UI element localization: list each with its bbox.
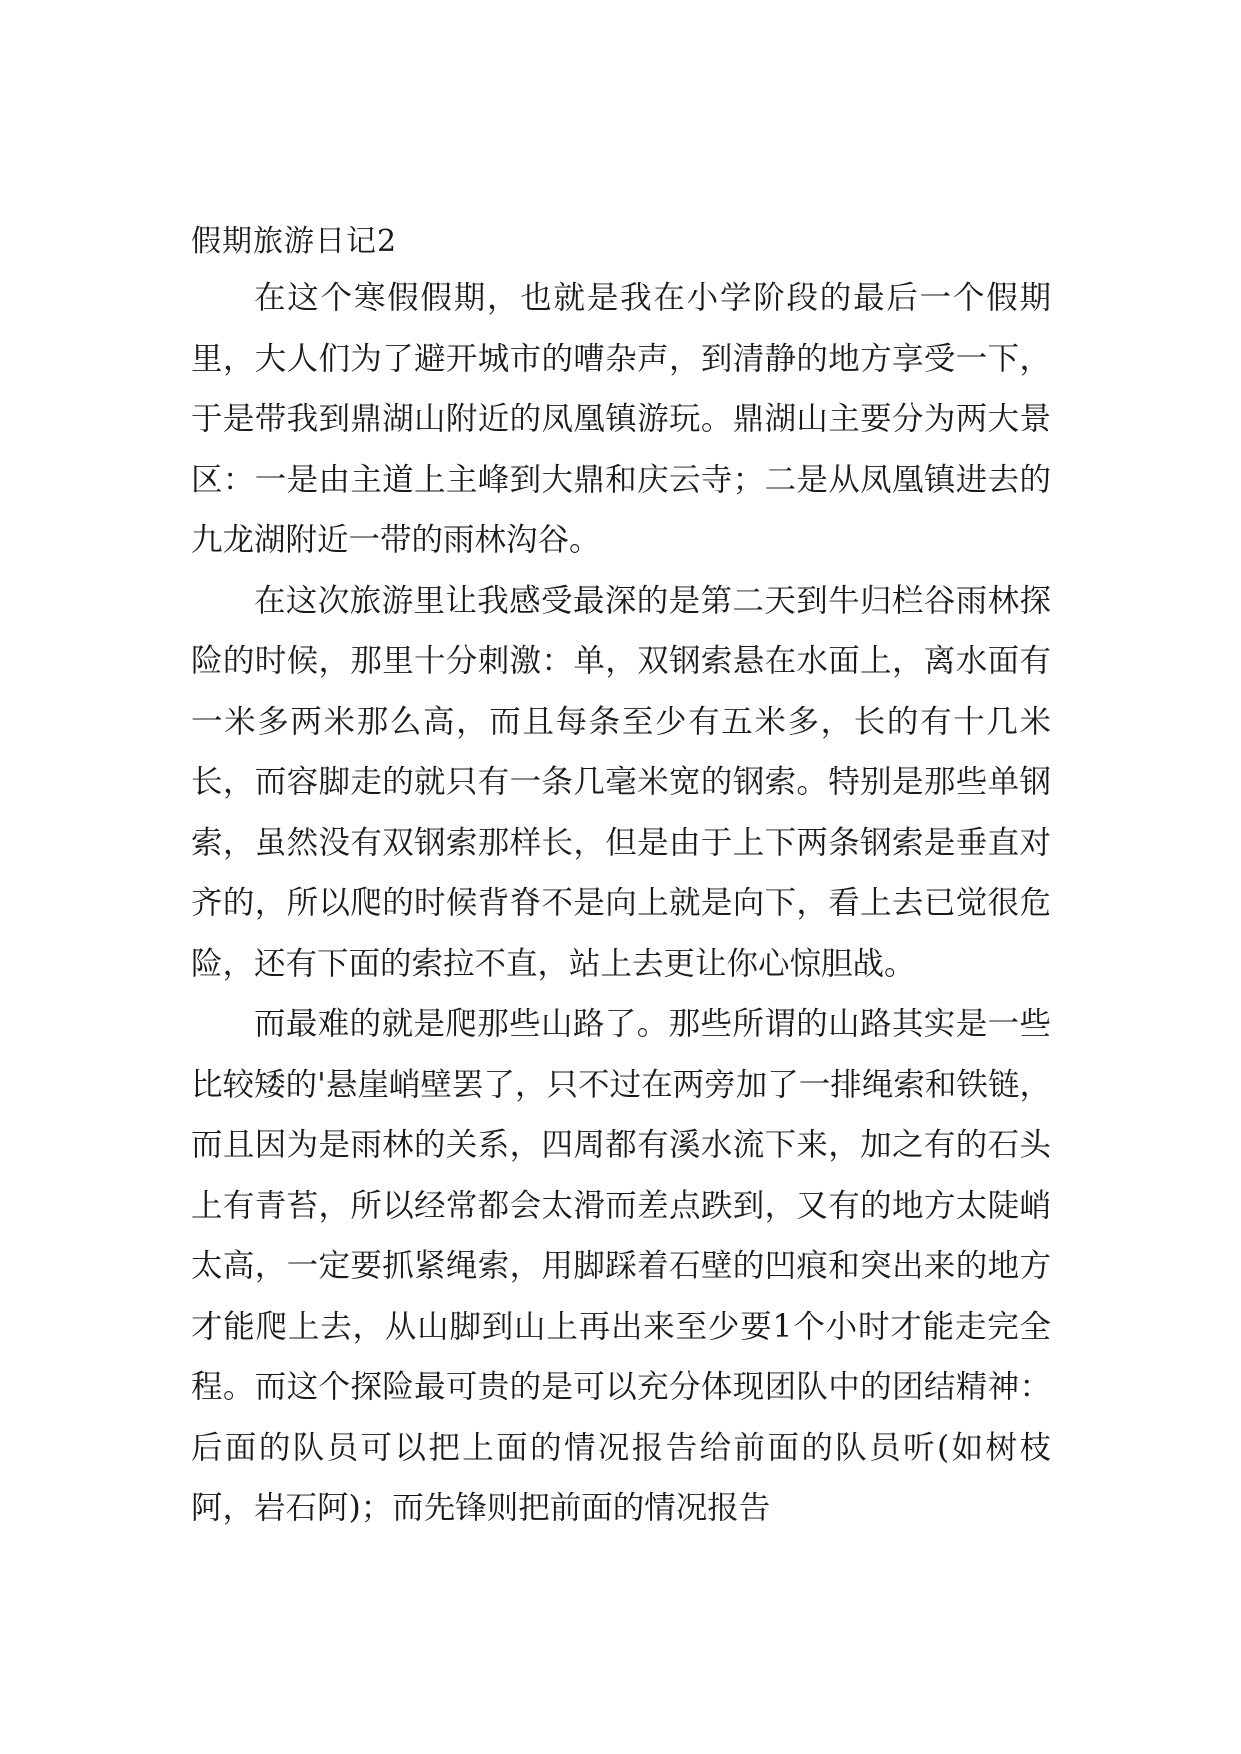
paragraph-3: 而最难的就是爬那些山路了。那些所谓的山路其实是一些比较矮的'悬崖峭壁罢了，只不过在两旁加了一排绳索和铁链，而且因为是雨林的关系，四周都有溪水流下来，加之有的石头上有青苔，所以经常都会太滑而差点跌到，又有的地方太陡峭太高，一定要抓紧绳索，用脚踩着石壁的凹痕和突出来的地方才能爬上去，从山脚到山上再出来至少要1个小时才能走完全程。而这个探险最可贵的是可以充分体现团队中的团结精神：后面的队员可以把上面的情况报告给前面的队员听(如树枝阿，岩石阿)；而先锋则把前面的情况报告 — [191, 1006, 1051, 1526]
paragraph-2: 在这次旅游里让我感受最深的是第二天到牛归栏谷雨林探险的时候，那里十分刺激：单，双钢索悬在水面上，离水面有一米多两米那么高，而且每条至少有五米多，长的有十几米长，而容脚走的就只有一条几毫米宽的钢索。特别是那些单钢索，虽然没有双钢索那样长，但是由于上下两条钢索是垂直对齐的，所以爬的时候背脊不是向上就是向下，看上去已觉很危险，还有下面的索拉不直，站上去更让你心惊胆战。 — [191, 582, 1051, 982]
document-body — [191, 216, 1051, 1539]
paragraph-1: 在这个寒假假期，也就是我在小学阶段的最后一个假期里，大人们为了避开城市的嘈杂声，到清静的地方享受一下，于是带我到鼎湖山附近的凤凰镇游玩。鼎湖山主要分为两大景区：一是由主道上主峰到大鼎和庆云寺；二是从凤凰镇进去的九龙湖附近一带的雨林沟谷。 — [191, 280, 1051, 558]
document-title: 假期旅游日记2 — [191, 224, 398, 259]
